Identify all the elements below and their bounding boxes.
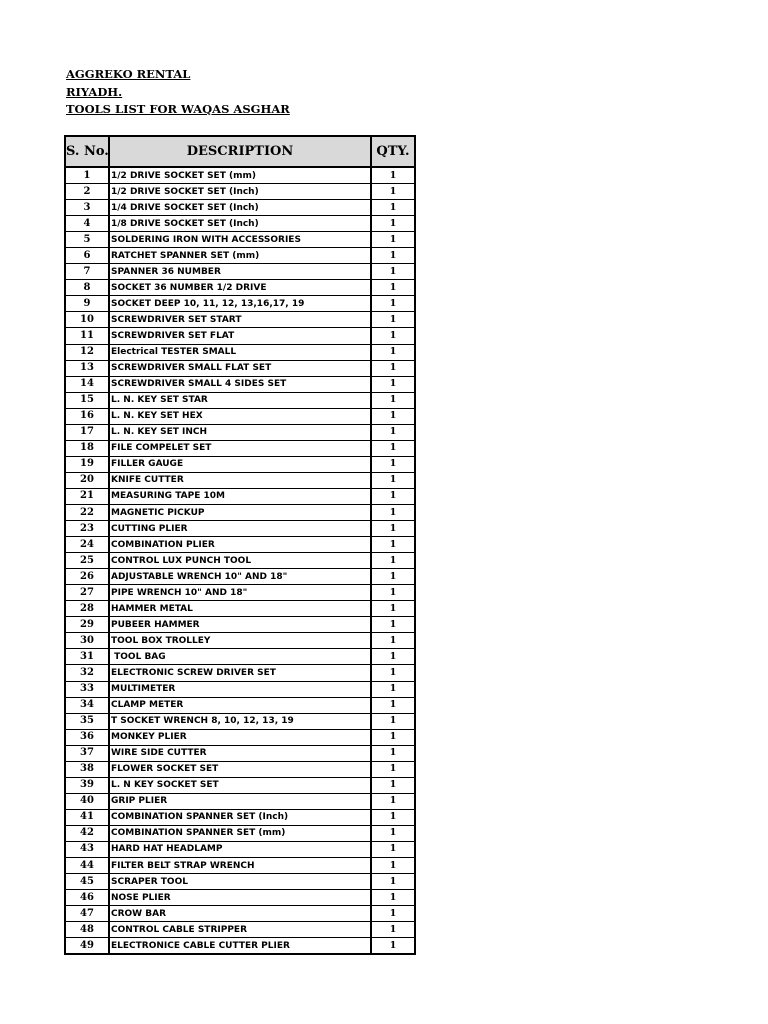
row-description: FLOWER SOCKET SET	[109, 761, 371, 777]
table-row	[65, 617, 415, 633]
row-description: CROW BAR	[109, 906, 371, 922]
row-serial-number: 3	[65, 200, 109, 216]
row-description: RATCHET SPANNER SET (mm)	[109, 248, 371, 264]
row-description: CLAMP METER	[109, 697, 371, 713]
row-description: FILLER GAUGE	[109, 456, 371, 472]
row-serial-number: 9	[65, 296, 109, 312]
row-quantity: 1	[371, 890, 415, 906]
table-body	[65, 167, 415, 954]
row-description: FILE COMPELET SET	[109, 440, 371, 456]
row-quantity: 1	[371, 216, 415, 232]
table-row	[65, 922, 415, 938]
table-row	[65, 858, 415, 874]
row-serial-number: 48	[65, 922, 109, 938]
row-description: NOSE PLIER	[109, 890, 371, 906]
row-serial-number: 21	[65, 488, 109, 504]
table-row	[65, 729, 415, 745]
row-quantity: 1	[371, 312, 415, 328]
row-serial-number: 5	[65, 232, 109, 248]
row-description: WIRE SIDE CUTTER	[109, 745, 371, 761]
row-quantity: 1	[371, 200, 415, 216]
row-serial-number: 41	[65, 809, 109, 825]
row-serial-number: 47	[65, 906, 109, 922]
row-description: MAGNETIC PICKUP	[109, 504, 371, 520]
table-row	[65, 232, 415, 248]
row-serial-number: 6	[65, 248, 109, 264]
row-description: SCREWDRIVER SET START	[109, 312, 371, 328]
table-row	[65, 745, 415, 761]
table-row	[65, 841, 415, 857]
row-description: ELECTRONICE CABLE CUTTER PLIER	[109, 938, 371, 955]
row-quantity: 1	[371, 488, 415, 504]
row-quantity: 1	[371, 681, 415, 697]
row-serial-number: 17	[65, 424, 109, 440]
row-serial-number: 29	[65, 617, 109, 633]
row-serial-number: 11	[65, 328, 109, 344]
row-description: SCREWDRIVER SMALL FLAT SET	[109, 360, 371, 376]
row-description: CUTTING PLIER	[109, 521, 371, 537]
row-description: L. N. KEY SET INCH	[109, 424, 371, 440]
row-serial-number: 30	[65, 633, 109, 649]
row-quantity: 1	[371, 617, 415, 633]
table-row	[65, 376, 415, 392]
row-quantity: 1	[371, 569, 415, 585]
row-description: SOCKET 36 NUMBER 1/2 DRIVE	[109, 280, 371, 296]
row-quantity: 1	[371, 167, 415, 184]
row-serial-number: 16	[65, 408, 109, 424]
column-header-description: DESCRIPTION	[109, 136, 371, 167]
row-serial-number: 20	[65, 472, 109, 488]
table-row	[65, 312, 415, 328]
row-description: MULTIMETER	[109, 681, 371, 697]
row-quantity: 1	[371, 424, 415, 440]
row-serial-number: 27	[65, 585, 109, 601]
table-row	[65, 456, 415, 472]
table-row	[65, 809, 415, 825]
row-description: L. N. KEY SET HEX	[109, 408, 371, 424]
header-row	[65, 136, 415, 167]
row-quantity: 1	[371, 729, 415, 745]
row-quantity: 1	[371, 922, 415, 938]
row-description: CONTROL CABLE STRIPPER	[109, 922, 371, 938]
row-quantity: 1	[371, 472, 415, 488]
row-quantity: 1	[371, 793, 415, 809]
table-row	[65, 601, 415, 617]
row-serial-number: 13	[65, 360, 109, 376]
table-row	[65, 296, 415, 312]
row-quantity: 1	[371, 633, 415, 649]
row-description: ADJUSTABLE WRENCH 10" AND 18"	[109, 569, 371, 585]
row-quantity: 1	[371, 585, 415, 601]
table-row	[65, 167, 415, 184]
row-description: SPANNER 36 NUMBER	[109, 264, 371, 280]
row-description: MEASURING TAPE 10M	[109, 488, 371, 504]
row-quantity: 1	[371, 697, 415, 713]
table-row	[65, 248, 415, 264]
row-quantity: 1	[371, 440, 415, 456]
row-serial-number: 36	[65, 729, 109, 745]
row-serial-number: 35	[65, 713, 109, 729]
row-description: SOLDERING IRON WITH ACCESSORIES	[109, 232, 371, 248]
row-description: PUBEER HAMMER	[109, 617, 371, 633]
row-quantity: 1	[371, 858, 415, 874]
table-row	[65, 200, 415, 216]
table-row	[65, 360, 415, 376]
row-quantity: 1	[371, 232, 415, 248]
table-row	[65, 825, 415, 841]
row-serial-number: 37	[65, 745, 109, 761]
row-serial-number: 43	[65, 841, 109, 857]
table-row	[65, 890, 415, 906]
row-description: COMBINATION SPANNER SET (mm)	[109, 825, 371, 841]
row-quantity: 1	[371, 777, 415, 793]
row-quantity: 1	[371, 809, 415, 825]
table-row	[65, 472, 415, 488]
table-row	[65, 328, 415, 344]
table-row	[65, 938, 415, 955]
table-row	[65, 504, 415, 520]
row-serial-number: 15	[65, 392, 109, 408]
row-quantity: 1	[371, 537, 415, 553]
row-description: ELECTRONIC SCREW DRIVER SET	[109, 665, 371, 681]
table-row	[65, 344, 415, 360]
row-serial-number: 45	[65, 874, 109, 890]
row-serial-number: 1	[65, 167, 109, 184]
row-quantity: 1	[371, 280, 415, 296]
table-row	[65, 874, 415, 890]
table-row	[65, 553, 415, 569]
table-row	[65, 440, 415, 456]
row-serial-number: 18	[65, 440, 109, 456]
row-serial-number: 46	[65, 890, 109, 906]
row-serial-number: 34	[65, 697, 109, 713]
row-quantity: 1	[371, 745, 415, 761]
row-quantity: 1	[371, 328, 415, 344]
row-description: HAMMER METAL	[109, 601, 371, 617]
row-description: KNIFE CUTTER	[109, 472, 371, 488]
row-description: GRIP PLIER	[109, 793, 371, 809]
row-serial-number: 2	[65, 184, 109, 200]
row-serial-number: 31	[65, 649, 109, 665]
row-description: COMBINATION SPANNER SET (Inch)	[109, 809, 371, 825]
row-quantity: 1	[371, 713, 415, 729]
row-quantity: 1	[371, 874, 415, 890]
row-serial-number: 42	[65, 825, 109, 841]
table-row	[65, 585, 415, 601]
company-name: AGGREKO RENTAL	[66, 67, 191, 81]
row-quantity: 1	[371, 553, 415, 569]
row-description: SCREWDRIVER SET FLAT	[109, 328, 371, 344]
row-serial-number: 22	[65, 504, 109, 520]
row-serial-number: 33	[65, 681, 109, 697]
table-header	[65, 136, 415, 167]
tools-table	[64, 135, 416, 955]
row-quantity: 1	[371, 248, 415, 264]
table-row	[65, 488, 415, 504]
column-header-qty: QTY.	[371, 136, 415, 167]
row-description: L. N. KEY SET STAR	[109, 392, 371, 408]
row-quantity: 1	[371, 601, 415, 617]
row-serial-number: 12	[65, 344, 109, 360]
row-description: 1/2 DRIVE SOCKET SET (Inch)	[109, 184, 371, 200]
row-serial-number: 44	[65, 858, 109, 874]
table-row	[65, 280, 415, 296]
row-serial-number: 8	[65, 280, 109, 296]
row-quantity: 1	[371, 408, 415, 424]
row-description: L. N KEY SOCKET SET	[109, 777, 371, 793]
row-description: TOOL BOX TROLLEY	[109, 633, 371, 649]
table-row	[65, 777, 415, 793]
table-row	[65, 392, 415, 408]
row-quantity: 1	[371, 264, 415, 280]
table-row	[65, 697, 415, 713]
table-row	[65, 761, 415, 777]
table-row	[65, 521, 415, 537]
table-row	[65, 184, 415, 200]
row-quantity: 1	[371, 392, 415, 408]
row-description: SCREWDRIVER SMALL 4 SIDES SET	[109, 376, 371, 392]
table-row	[65, 793, 415, 809]
row-serial-number: 7	[65, 264, 109, 280]
row-serial-number: 4	[65, 216, 109, 232]
row-serial-number: 49	[65, 938, 109, 955]
row-quantity: 1	[371, 906, 415, 922]
row-description: PIPE WRENCH 10" AND 18"	[109, 585, 371, 601]
table-row	[65, 216, 415, 232]
row-serial-number: 38	[65, 761, 109, 777]
table-row	[65, 569, 415, 585]
table-row	[65, 537, 415, 553]
table-row	[65, 633, 415, 649]
row-description: 1/8 DRIVE SOCKET SET (Inch)	[109, 216, 371, 232]
table-row	[65, 649, 415, 665]
row-quantity: 1	[371, 521, 415, 537]
list-title: TOOLS LIST FOR WAQAS ASGHAR	[66, 102, 290, 116]
city-name: RIYADH.	[66, 84, 123, 99]
row-serial-number: 19	[65, 456, 109, 472]
row-description: MONKEY PLIER	[109, 729, 371, 745]
row-quantity: 1	[371, 761, 415, 777]
row-description: COMBINATION PLIER	[109, 537, 371, 553]
row-description: HARD HAT HEADLAMP	[109, 841, 371, 857]
row-quantity: 1	[371, 665, 415, 681]
table-row	[65, 681, 415, 697]
table-row	[65, 906, 415, 922]
row-quantity: 1	[371, 376, 415, 392]
row-description: T SOCKET WRENCH 8, 10, 12, 13, 19	[109, 713, 371, 729]
row-description: TOOL BAG	[109, 649, 371, 665]
row-serial-number: 24	[65, 537, 109, 553]
row-description: SOCKET DEEP 10, 11, 12, 13,16,17, 19	[109, 296, 371, 312]
row-description: CONTROL LUX PUNCH TOOL	[109, 553, 371, 569]
document-header	[66, 66, 290, 119]
row-quantity: 1	[371, 456, 415, 472]
row-quantity: 1	[371, 184, 415, 200]
row-quantity: 1	[371, 296, 415, 312]
row-serial-number: 39	[65, 777, 109, 793]
row-quantity: 1	[371, 841, 415, 857]
table-row	[65, 713, 415, 729]
row-description: 1/2 DRIVE SOCKET SET (mm)	[109, 167, 371, 184]
row-serial-number: 32	[65, 665, 109, 681]
row-serial-number: 26	[65, 569, 109, 585]
row-quantity: 1	[371, 938, 415, 955]
row-quantity: 1	[371, 649, 415, 665]
row-serial-number: 40	[65, 793, 109, 809]
column-header-sno: S. No.	[65, 136, 109, 167]
row-serial-number: 28	[65, 601, 109, 617]
row-description: SCRAPER TOOL	[109, 874, 371, 890]
row-quantity: 1	[371, 825, 415, 841]
table-row	[65, 665, 415, 681]
row-quantity: 1	[371, 360, 415, 376]
table-row	[65, 408, 415, 424]
row-serial-number: 10	[65, 312, 109, 328]
row-quantity: 1	[371, 504, 415, 520]
row-serial-number: 25	[65, 553, 109, 569]
row-description: 1/4 DRIVE SOCKET SET (Inch)	[109, 200, 371, 216]
row-serial-number: 23	[65, 521, 109, 537]
row-description: Electrical TESTER SMALL	[109, 344, 371, 360]
row-description: FILTER BELT STRAP WRENCH	[109, 858, 371, 874]
table-row	[65, 424, 415, 440]
row-serial-number: 14	[65, 376, 109, 392]
table-row	[65, 264, 415, 280]
row-quantity: 1	[371, 344, 415, 360]
